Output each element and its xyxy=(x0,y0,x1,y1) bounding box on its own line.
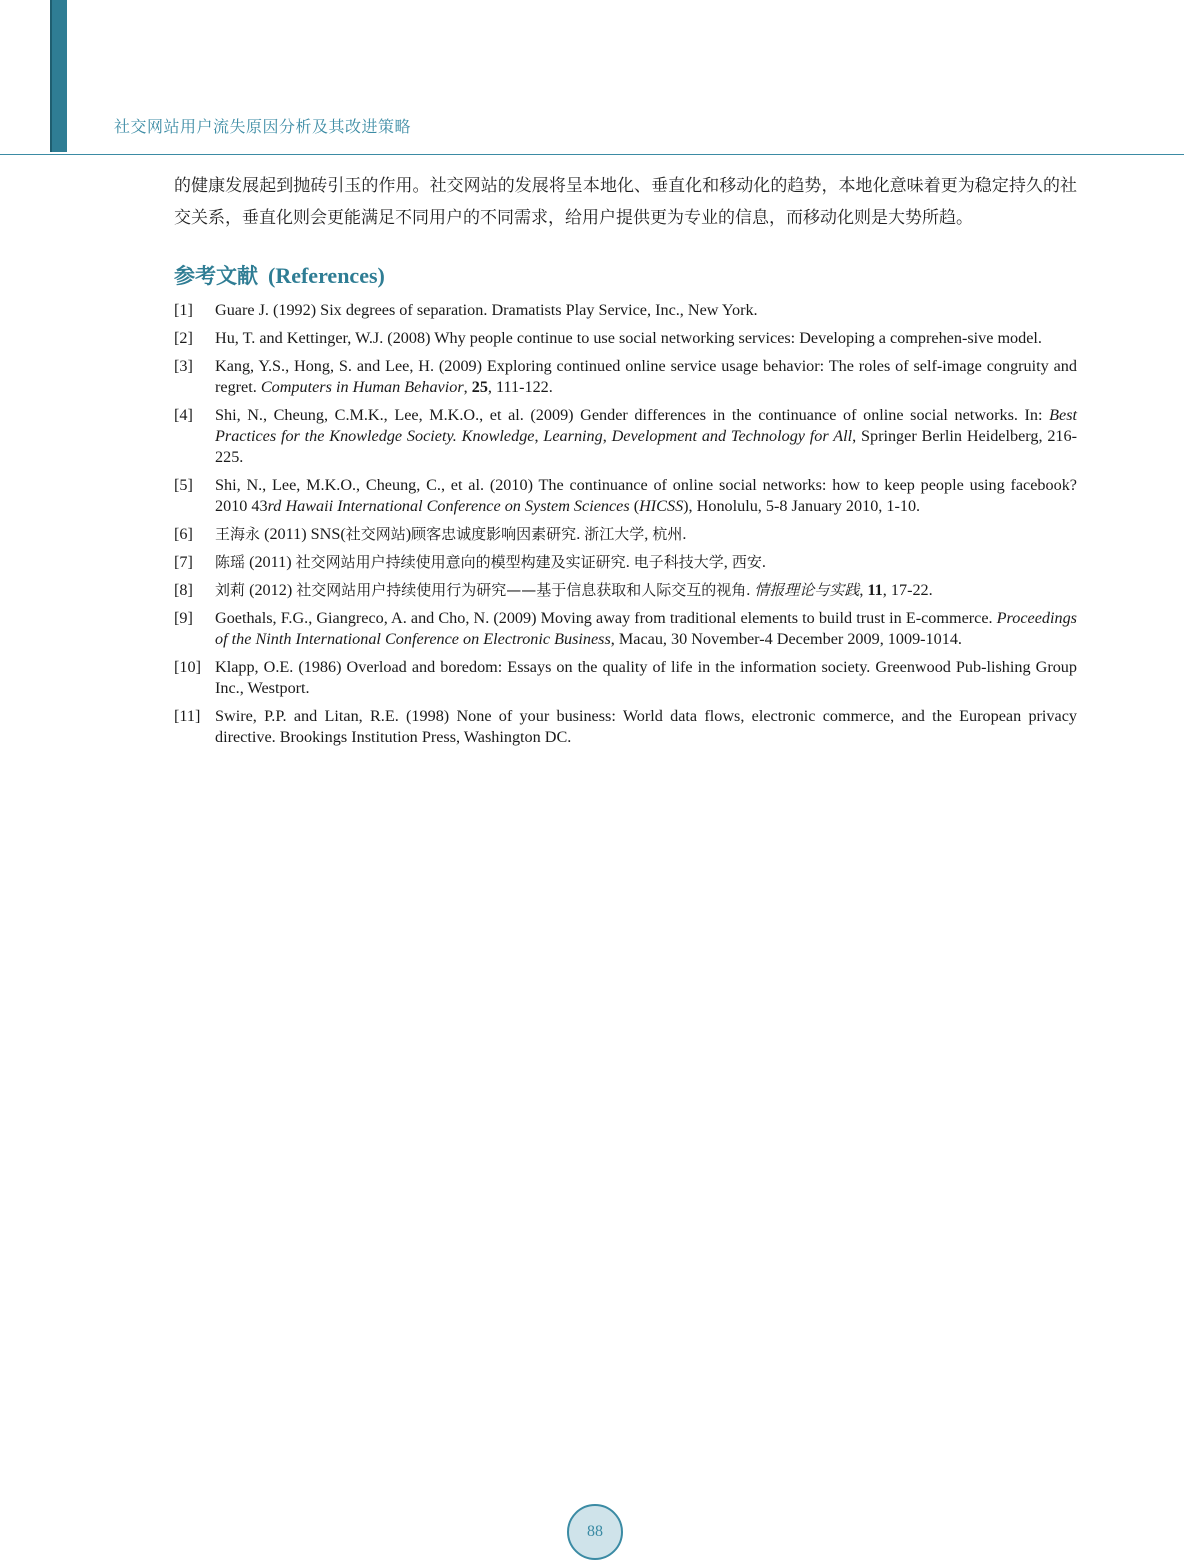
reference-item xyxy=(174,706,1077,748)
reference-text-segment: Proceedings of the Ninth International Conference on Electronic Business xyxy=(215,609,1077,648)
reference-number: [1] xyxy=(174,301,193,319)
reference-text-segment: 社交网站用户持续使用行为研究——基于信息获取和人际交互的视角 xyxy=(296,581,747,599)
reference-text-segment: , xyxy=(463,378,472,396)
header-divider xyxy=(0,154,1184,155)
reference-text-segment: Learning xyxy=(543,427,603,445)
reference-text-segment: 情报理论与实践 xyxy=(754,581,860,599)
reference-number: [11] xyxy=(174,707,201,725)
reference-text-segment: , Macau, 30 November-4 December 2009, 1009-1014. xyxy=(610,630,962,648)
reference-text xyxy=(215,356,1077,398)
references-heading-en: (References) xyxy=(268,263,385,288)
reference-text xyxy=(215,328,1077,349)
reference-text xyxy=(215,706,1077,748)
reference-item xyxy=(174,300,1077,321)
reference-text-segment: 杭州 xyxy=(652,525,683,543)
reference-item xyxy=(174,657,1077,699)
page-number-badge: 88 xyxy=(567,1504,623,1560)
reference-number: [9] xyxy=(174,609,193,627)
references-heading xyxy=(174,260,1077,290)
reference-text xyxy=(215,657,1077,699)
reference-text-segment: 25 xyxy=(471,378,488,396)
reference-text-segment: 顾客忠诚度影响因素研究 xyxy=(411,525,577,543)
reference-item xyxy=(174,328,1077,349)
reference-item xyxy=(174,580,1077,601)
reference-text-segment: . xyxy=(761,553,766,571)
reference-item xyxy=(174,552,1077,573)
body-paragraph: 的健康发展起到抛砖引玉的作用。社交网站的发展将呈本地化、垂直化和移动化的趋势，本地化意味着更为稳定持久的社交关系，垂直化则会更能满足不同用户的不同需求，给用户提供更为专业的信息，而移动化则是大势所趋。 xyxy=(174,176,1077,228)
reference-number: [4] xyxy=(174,406,193,424)
reference-text-segment: . xyxy=(625,553,634,571)
reference-text xyxy=(215,475,1077,517)
reference-text-segment: , xyxy=(723,553,732,571)
reference-text-segment: 社交网站用户持续使用意向的模型构建及实证研究 xyxy=(295,553,626,571)
reference-text-segment: 陈瑶 xyxy=(215,553,246,571)
reference-number: [6] xyxy=(174,525,193,543)
reference-text-segment: ( xyxy=(629,497,640,515)
header-accent-bar xyxy=(50,0,67,152)
reference-text-segment: . xyxy=(746,581,755,599)
page-content xyxy=(174,170,1077,755)
reference-number: [2] xyxy=(174,329,193,347)
reference-text-segment: (2011) xyxy=(245,553,296,571)
reference-item xyxy=(174,475,1077,517)
reference-item xyxy=(174,524,1077,545)
reference-text-segment: (2011) SNS( xyxy=(260,525,346,543)
reference-text-segment: Guare J. (1992) Six degrees of separation. Dramatists Play Service, Inc., New York. xyxy=(215,301,758,319)
reference-text-segment: Best Practices for the Knowledge Society. Knowledge xyxy=(215,406,1077,445)
reference-text-segment: ), Honolulu, 5-8 January 2010, 1-10. xyxy=(683,497,921,515)
reference-text xyxy=(215,405,1077,468)
reference-text xyxy=(215,524,1077,545)
reference-number: [5] xyxy=(174,476,193,494)
reference-text-segment: rd Hawaii International Conference on System Sciences xyxy=(267,497,630,515)
reference-text-segment: 电子科技大学 xyxy=(633,553,724,571)
reference-text-segment: , xyxy=(602,427,612,445)
reference-item xyxy=(174,608,1077,650)
reference-text-segment: Shi, N., Lee, M.K.O., Cheung, C., et al. (2010) The continuance of online social networks: how to keep people using facebook? 2010 43 xyxy=(215,476,1077,515)
reference-number: [8] xyxy=(174,581,193,599)
reference-text-segment: , 17-22. xyxy=(882,581,933,599)
reference-text xyxy=(215,580,1077,601)
reference-text-segment: 浙江大学 xyxy=(584,525,645,543)
reference-text-segment: , xyxy=(644,525,653,543)
reference-number: [3] xyxy=(174,357,193,375)
reference-text-segment: (2012) xyxy=(245,581,297,599)
reference-text-segment: , 111-122. xyxy=(487,378,553,396)
reference-text-segment: Development and Technology for All xyxy=(611,427,853,445)
reference-text-segment: 刘莉 xyxy=(215,581,246,599)
reference-text-segment: 11 xyxy=(867,581,883,599)
reference-text-segment: , xyxy=(534,427,544,445)
reference-number: [7] xyxy=(174,553,193,571)
reference-item xyxy=(174,356,1077,398)
reference-text-segment: 王海永 xyxy=(215,525,261,543)
reference-text xyxy=(215,608,1077,650)
reference-text-segment: Goethals, F.G., Giangreco, A. and Cho, N. (2009) Moving away from traditional elements to build trust in E-commerce. xyxy=(215,609,997,627)
references-heading-cn: 参考文献 xyxy=(174,264,258,288)
reference-number: [10] xyxy=(174,658,201,676)
reference-text-segment: Kang, Y.S., Hong, S. and Lee, H. (2009) Exploring continued online service usage behavior: The roles of self-image congruity and regret. xyxy=(215,357,1077,396)
reference-text-segment: 社交网站 xyxy=(345,525,406,543)
reference-item xyxy=(174,405,1077,468)
reference-text xyxy=(215,300,1077,321)
running-title: 社交网站用户流失原因分析及其改进策略 xyxy=(114,117,412,136)
reference-text-segment: Shi, N., Cheung, C.M.K., Lee, M.K.O., et al. (2009) Gender differences in the continuance of online social networks. In: xyxy=(215,406,1050,424)
reference-text-segment: . xyxy=(576,525,585,543)
reference-text-segment: , xyxy=(859,581,868,599)
reference-text-segment: . xyxy=(682,525,687,543)
reference-text-segment: ) xyxy=(405,525,412,543)
reference-text-segment: Computers in Human Behavior xyxy=(260,378,464,396)
reference-text-segment: 西安 xyxy=(731,553,762,571)
reference-text-segment: HICSS xyxy=(639,497,684,515)
reference-text-segment: Hu, T. and Kettinger, W.J. (2008) Why people continue to use social networking services: Developing a comprehen-sive model. xyxy=(215,329,1042,347)
reference-text-segment: Klapp, O.E. (1986) Overload and boredom: Essays on the quality of life in the information society. Greenwood Pub-lishing Group Inc., Westport. xyxy=(215,658,1077,697)
reference-text-segment: , Springer Berlin Heidelberg, 216-225. xyxy=(215,427,1078,466)
reference-text xyxy=(215,552,1077,573)
reference-text-segment: Swire, P.P. and Litan, R.E. (1998) None of your business: World data flows, electronic commerce, and the European privacy directive. Brookings Institution Press, Washington DC. xyxy=(215,707,1077,746)
reference-list xyxy=(174,300,1077,748)
